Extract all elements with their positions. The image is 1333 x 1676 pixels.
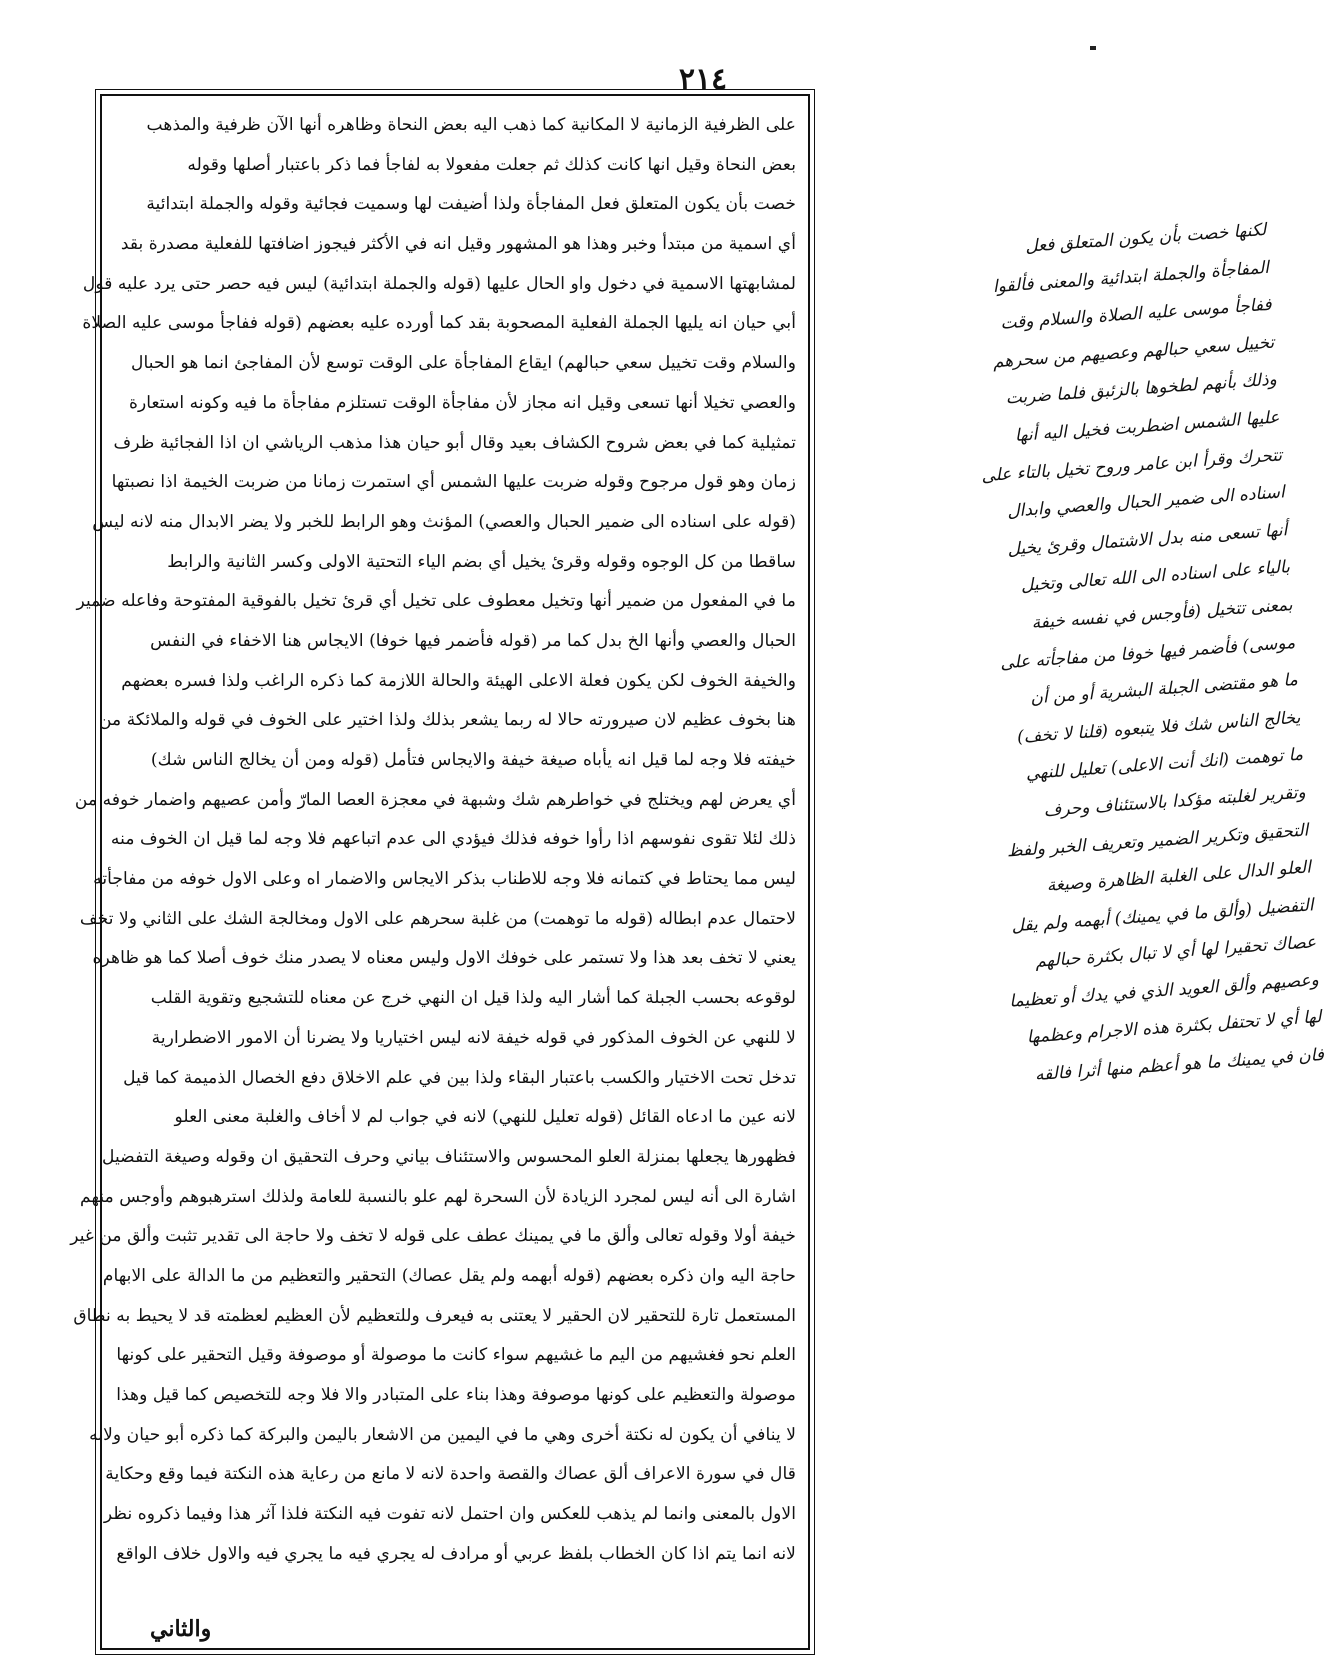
main-text-line: تمثيلية كما في بعض شروح الكشاف بعيد وقال أبو حيان هذا مذهب الرياشي ان اذا الفجائية ظرف xyxy=(113,432,796,453)
main-text-block xyxy=(70,106,796,1636)
margin-note-line: ما هو مقتضى الجبلة البشرية أو من أن xyxy=(1029,670,1299,709)
main-text-line: الحبال والعصي وأنها الخ بدل كما مر (قوله فأضمر فيها خوفا) الايجاس هنا الاخفاء في النفس xyxy=(150,630,796,651)
margin-note-line: لكنها خصت بأن يكون المتعلق فعل xyxy=(1024,219,1267,257)
margin-note xyxy=(826,212,1333,1220)
main-text-line: ساقطا من كل الوجوه وقوله وقرئ يخيل أي بضم الياء التحتية الاولى وكسر الثانية والرابط xyxy=(167,551,796,572)
main-text-line: لانه عين ما ادعاه القائل (قوله تعليل للنهي) لانه في جواب لم لا أخاف والغلبة معنى العلو xyxy=(174,1107,796,1128)
margin-note-line: وذلك بأنهم لطخوها بالزئبق فلما ضربت xyxy=(1005,369,1278,409)
margin-note-line: ففاجأ موسى عليه الصلاة والسلام وقت xyxy=(999,294,1273,334)
main-text-line: لانه انما يتم اذا كان الخطاب بلفظ عربي أو مرادف له يجري فيه ما يجري فيه والاول خلاف الواقع xyxy=(116,1543,796,1564)
margin-note-line: بمعنى تتخيل (فأوجس في نفسه خيفة xyxy=(1030,595,1294,634)
main-text-line: لا للنهي عن الخوف المذكور في قوله خيفة لانه ليس اختياريا ولا يضرنا أن الامور الاضطرارية xyxy=(151,1027,796,1048)
main-text-line: حاجة اليه وان ذكره بعضهم (قوله أبهمه ولم يقل عصاك) التحقير والتعظيم من ما الدالة على الابهام xyxy=(102,1265,796,1286)
main-text-line: اشارة الى أنه ليس لمجرد الزيادة لأن السحرة لهم علو بالنسبة للعامة ولذلك استرهبوهم وأوجس منهم xyxy=(80,1186,796,1207)
main-text-line: والعصي تخيلا أنها تسعى وقيل انه مجاز لأن مفاجأة الوقت تستلزم مفاجأة ما فيه وكونه استعارة xyxy=(128,392,796,413)
main-text-line: موصولة والتعظيم على كونها موصوفة وهذا بناء على المتبادر والا فلا وجه للتخصيص كما قيل وهذا xyxy=(116,1385,796,1405)
margin-note-line: وعصيهم وألق العويد الذي في يدك أو تعظيما xyxy=(1008,970,1320,1012)
main-text-line: تدخل تحت الاختيار والكسب باعتبار البقاء ولذا بين في علم الاخلاق دفع الخصال الذميمة كما قيل xyxy=(123,1067,796,1088)
main-text-line: يعني لا تخف بعد هذا ولا تستمر على خوفك الاول وليس معناه لا يصدر منك خوف أصلا كما هو ظاهره xyxy=(92,948,796,969)
main-text-line: خيفته فلا وجه لما قيل انه يأباه صيغة خيفة والايجاس فتأمل (قوله ومن أن يخالج الناس شك) xyxy=(150,750,796,770)
margin-note-line: التفضيل (وألق ما في يمينك) أبهمه ولم يقل xyxy=(1010,895,1315,937)
main-text-line: العلم نحو فغشيهم من اليم ما غشيهم سواء كانت ما موصولة أو موصوفة وقيل التحقير على كونها xyxy=(116,1345,796,1366)
margin-note-line: موسى) فأضمر فيها خوفا من مفاجأته على xyxy=(999,632,1296,674)
main-text-frame xyxy=(70,94,810,1650)
main-text-line: والخيفة الخوف لكن يكون فعلة الاعلى الهيئة والحالة اللازمة كما ذكره الراغب ولذا فسره بعضهم xyxy=(121,670,796,691)
main-text-line: لمشابهتها الاسمية في دخول واو الحال عليها (قوله والجملة ابتدائية) ليس فيه حصر حتى يرد عليه قول xyxy=(82,273,796,294)
main-text-line: بعض النحاة وقيل انها كانت كذلك ثم جعلت مفعولا به لفاجأ فما ذكر باعتبار أصلها وقوله xyxy=(187,154,796,175)
margin-note-line: تتحرك وقرأ ابن عامر وروح تخيل بالتاء على xyxy=(980,444,1283,486)
main-text-line: قال في سورة الاعراف ألق عصاك والقصة واحدة لانه لا مانع من رعاية هذه النكتة فيما وقع وحكاية xyxy=(105,1464,796,1485)
main-text-line: والسلام وقت تخييل سعي حبالهم) ايقاع المفاجأة على الوقت توسع لأن المفاجئ انما هو الحبال xyxy=(131,353,796,374)
main-text-line: ذلك لئلا تقوى نفوسهم اذا رأوا خوفه فذلك فيؤدي الى عدم اتباعهم فلا وجه لما قيل ان الخوف منه xyxy=(110,829,796,850)
main-text-line: هنا بخوف عظيم لان صيرورته حالا له ربما يشعر بذلك ولذا اختير على الخوف في قوله والملائكة من xyxy=(98,710,796,731)
main-text-line: (قوله على اسناده الى ضمير الحبال والعصي) المؤنث وهو الرابط للخبر ولا يضر الابدال منه لانه ليس xyxy=(92,511,796,532)
margin-note-line: اسناده الى ضمير الحبال والعصي وابدال xyxy=(1006,482,1286,522)
margin-note-line: فان في يمينك ما هو أعظم منها أثرا فالقه xyxy=(1034,1045,1325,1086)
margin-note-line: لها أي لا تحتفل بكثرة هذه الاجرام وعظمها xyxy=(1026,1007,1323,1049)
main-text-line: خيفة أولا وقوله تعالى وألق ما في يمينك عطف على قوله لا تخف ولا حاجة الى تقدير تثبت وألق من غير xyxy=(70,1226,796,1247)
margin-note-line: يخالج الناس شك فلا يتبعوه (قلنا لا تخف) xyxy=(1016,707,1302,748)
page-number: ٢١٤ xyxy=(678,62,728,97)
margin-note-line: عصاك تحقيرا لها أي لا تبال بكثرة حبالهم xyxy=(1034,932,1317,973)
main-text-line: أي يعرض لهم ويختلج في خواطرهم شك وشبهة في معجزة العصا المارّ وأمن عصيهم واضمار خوفه من xyxy=(74,789,796,810)
main-text-line: المستعمل تارة للتحقير لان الحقير لا يعتنى به فيعرف وللتعظيم لأن العظيم لعظمته قد لا يحيط به نطاق xyxy=(73,1305,796,1326)
main-text-line: خصت بأن يكون المتعلق فعل المفاجأة ولذا أضيفت لها وسميت فجائية وقوله والجملة ابتدائية xyxy=(146,194,796,215)
margin-note-line: تخييل سعي حبالهم وعصيهم من سحرهم xyxy=(992,332,1275,373)
main-text-line: ما في المفعول من ضمير أنها وتخيل معطوف على تخيل أي قرئ تخيل بالفوقية المفتوحة وفاعله ضمير xyxy=(76,591,796,612)
main-text-line: ليس مما يحتاط في كتمانه فلا وجه للاطناب بذكر الايجاس والاضمار اه وعلى الاول خوفه من مفاجأته xyxy=(93,869,796,890)
main-text-line: لوقوعه بحسب الجبلة كما أشار اليه ولذا قيل ان النهي خرج عن معناه للتشجيع وتقوية القلب xyxy=(150,988,796,1009)
margin-note-line: بالياء على اسناده الى الله تعالى وتخيل xyxy=(1020,557,1291,597)
margin-note-line: المفاجأة والجملة ابتدائية والمعنى فألقوا xyxy=(992,257,1270,297)
main-text-line: زمان وهو قول مرجوح وقوله ضربت عليها الشمس أي استمرت زمانا من ضربت الخيمة اذا نصبتها xyxy=(111,472,796,493)
margin-note-line: ما توهمت (انك أنت الاعلى) تعليل للنهي xyxy=(1025,745,1304,785)
main-text-line: على الظرفية الزمانية لا المكانية كما ذهب اليه بعض النحاة وظاهره أنها الآن ظرفية والمذهب xyxy=(146,115,796,135)
margin-note-line: التحقيق وتكرير الضمير وتعريف الخبر ولفظ xyxy=(1006,820,1309,862)
margin-note-line: أنها تسعى منه بدل الاشتمال وقرئ يخيل xyxy=(1006,519,1288,560)
main-text-line: فظهورها يجعلها بمنزلة العلو المحسوس والاستئناف بياني وحرف التحقيق ان وقوله وصيغة التفضيل xyxy=(101,1146,796,1167)
main-text-line: أبي حيان انه يليها الجملة الفعلية المصحوبة بقد كما أورده عليه بعضهم (قوله ففاجأ موسى عليه الصلاة xyxy=(82,313,796,334)
margin-note-line: وتقرير لغلبته مؤكدا بالاستئناف وحرف xyxy=(1043,782,1307,821)
main-text-line: لا ينافي أن يكون له نكتة أخرى وهي ما في اليمين من الاشعار باليمن والبركة كما ذكره أبو حيان ولانه xyxy=(89,1424,796,1445)
main-text-line: أي اسمية من مبتدأ وخبر وهذا هو المشهور وقيل انه في الأكثر فيجوز اضافتها للفعلية مصدرة بقد xyxy=(120,234,796,255)
margin-note-line: العلو الدال على الغلبة الظاهرة وصيغة xyxy=(1046,857,1312,896)
main-text-line: لاحتمال عدم ابطاله (قوله ما توهمت) من غلبة سحرهم على الاول ومخالجة الشك على الثاني ولا تخف xyxy=(79,908,796,929)
catchword: والثاني xyxy=(150,1616,212,1642)
margin-note-line: عليها الشمس اضطربت فخيل اليه أنها xyxy=(1014,407,1281,446)
main-text-line: الاول بالمعنى وانما لم يذهب للعكس وان احتمل لانه تفوت فيه النكتة فلذا آثر هذا وفيما ذكروه نظر xyxy=(103,1504,796,1525)
ink-mark xyxy=(1090,46,1096,50)
